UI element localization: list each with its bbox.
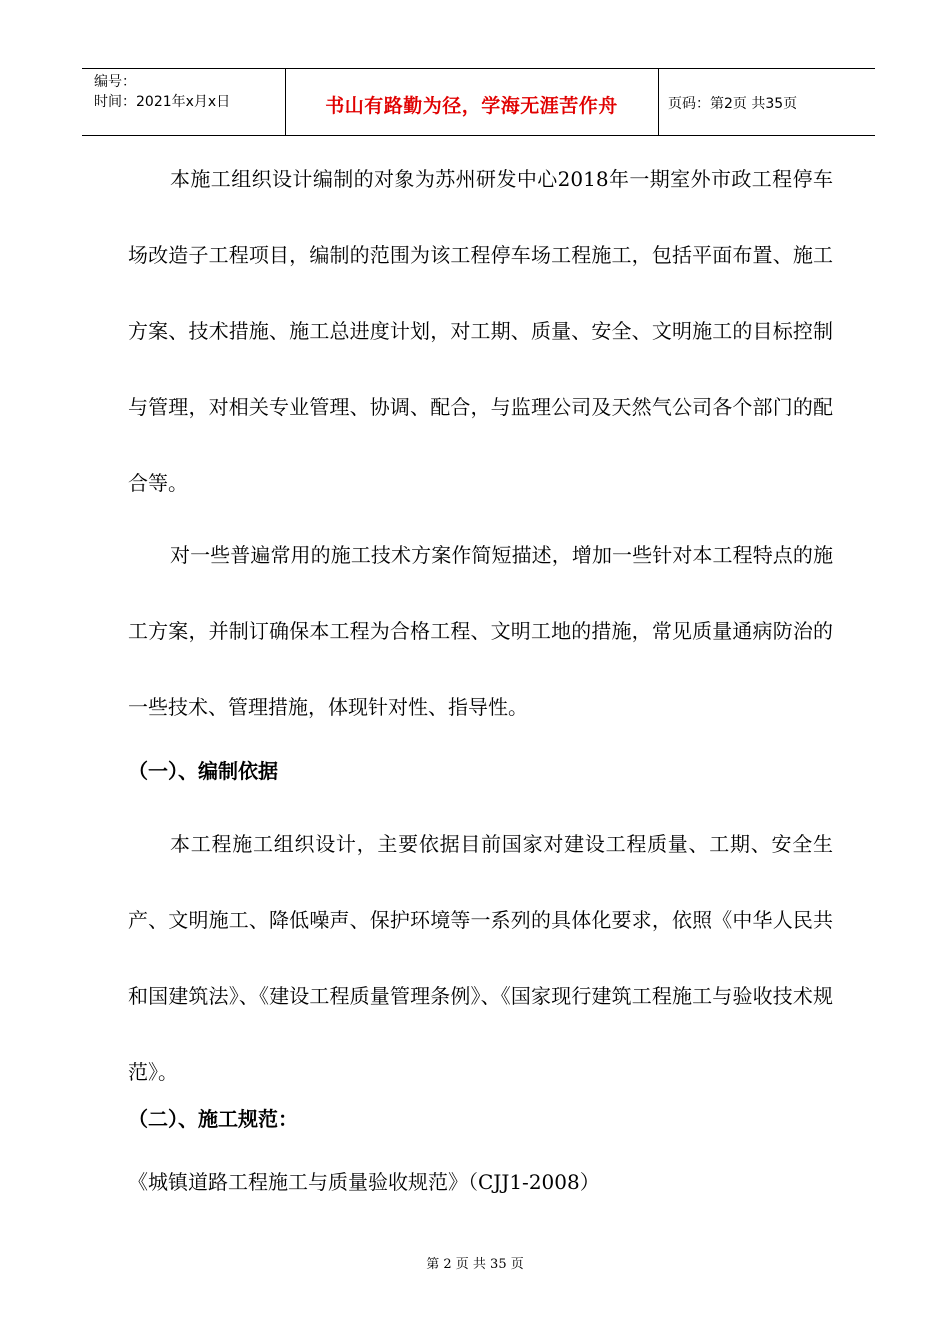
standard-item: 《城镇道路工程施工与质量验收规范》（CJJ1-2008） bbox=[128, 1170, 600, 1194]
header-bottom-rule bbox=[82, 135, 875, 136]
heading-basis: （一）、编制依据 bbox=[128, 759, 278, 783]
header-time-label: 时间：2021年x月x日 bbox=[94, 94, 231, 110]
paragraph-approach: 对一些普遍常用的施工技术方案作简短描述，增加一些针对本工程特点的施工方案，并制订确保本工程为合格工程、文明工地的措施，常见质量通病防治的一些技术、管理措施，体现针对性、指导性。 bbox=[128, 543, 833, 719]
header-top-rule bbox=[82, 68, 875, 69]
header-number-label: 编号： bbox=[94, 74, 136, 90]
paragraph-basis: 本工程施工组织设计，主要依据目前国家对建设工程质量、工期、安全生产、文明施工、降低噪声、保护环境等一系列的具体化要求，依照《中华人民共和国建筑法》、《建设工程质量管理条例》、《国家现行建筑工程施工与验收技术规范》。 bbox=[128, 832, 833, 1084]
header-page-info: 页码：第2页 共35页 bbox=[668, 96, 798, 112]
page-footer: 第 2 页 共 35 页 bbox=[426, 1257, 524, 1272]
header-divider-right bbox=[658, 68, 659, 136]
paragraph-scope: 本施工组织设计编制的对象为苏州研发中心2018年一期室外市政工程停车场改造子工程项目，编制的范围为该工程停车场工程施工，包括平面布置、施工方案、技术措施、施工总进度计划，对工期、质量、安全、文明施工的目标控制与管理，对相关专业管理、协调、配合，与监理公司及天然气公司各个部门的配合等。 bbox=[128, 167, 833, 495]
header-meta bbox=[94, 72, 230, 112]
header-motto: 书山有路勤为径，学海无涯苦作舟 bbox=[325, 95, 618, 117]
heading-standards: （二）、施工规范： bbox=[128, 1107, 298, 1131]
